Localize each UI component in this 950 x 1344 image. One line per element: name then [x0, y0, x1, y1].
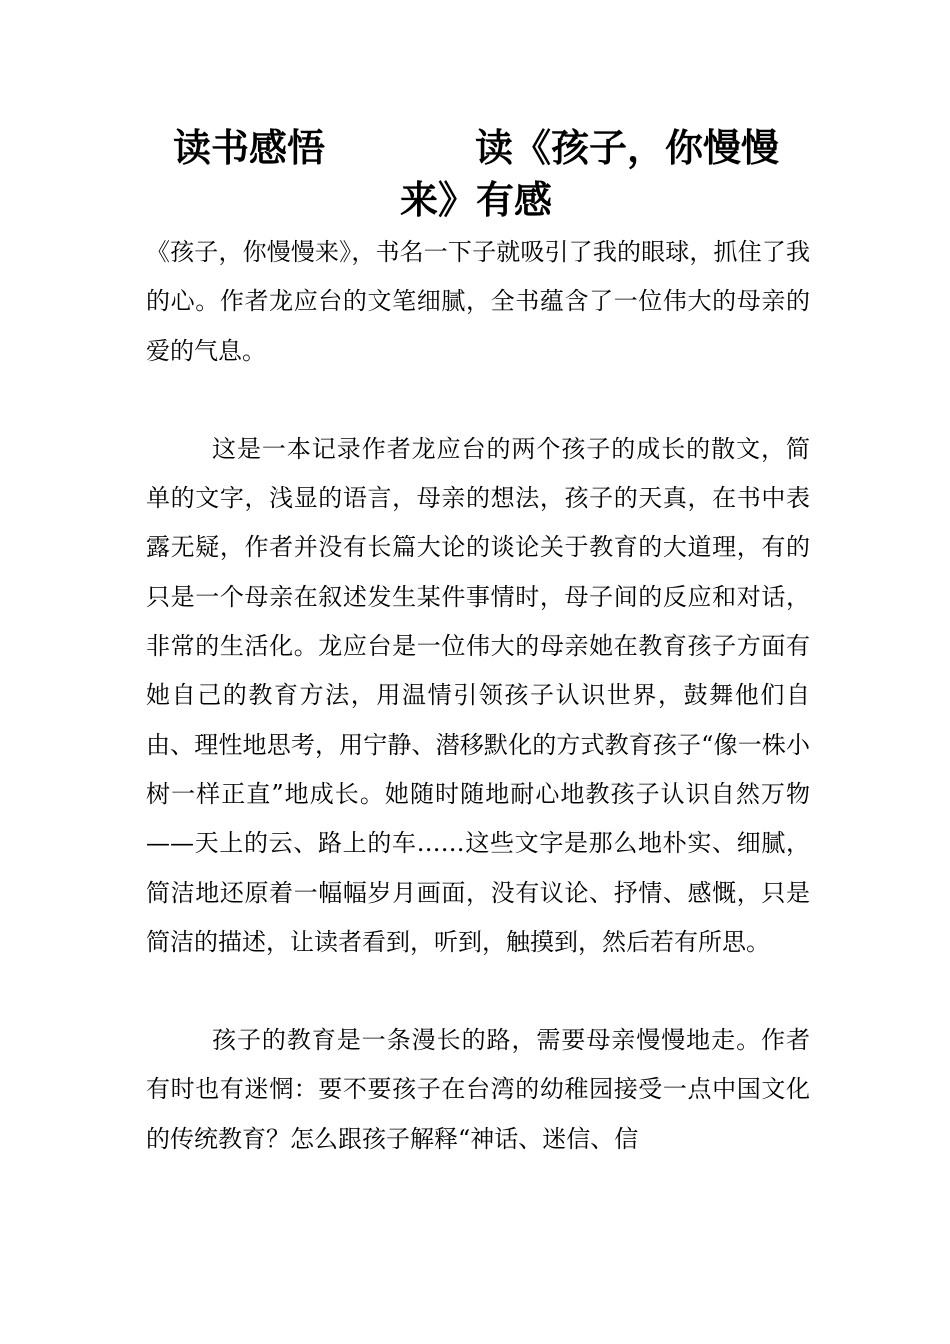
title-prefix: 读书感悟	[172, 126, 325, 170]
paragraph-book-description: 这是一本记录作者龙应台的两个孩子的成长的散文，简单的文字，浅显的语言，母亲的想法，孩子的天真，在书中表露无疑，作者并没有长篇大论的谈论关于教育的大道理，有的只是一个母亲在叙述发生某件事情时，母子间的反应和对话，非常的生活化。龙应台是一位伟大的母亲她在教育孩子方面有她自己的教育方法，用温情引领孩子认识世界，鼓舞他们自由、理性地思考，用宁静、潜移默化的方式教育孩子“像一株小树一样正直”地成长。她随时随地耐心地教孩子认识自然万物——天上的云、路上的车……这些文字是那么地朴实、细腻，简洁地还原着一幅幅岁月画面，没有议论、抒情、感慨，只是简洁的描述，让读者看到，听到，触摸到，然后若有所思。	[146, 434, 810, 956]
paragraph-education-path: 孩子的教育是一条漫长的路，需要母亲慢慢地走。作者有时也有迷惘：要不要孩子在台湾的幼稚园接受一点中国文化的传统教育？怎么跟孩子解释“神话、迷信、信	[146, 1026, 810, 1153]
paragraph-intro: 《孩子，你慢慢来》，书名一下子就吸引了我的眼球，抓住了我的心。作者龙应台的文笔细腻，全书蕴含了一位伟大的母亲的爱的气息。	[146, 238, 810, 365]
document-body	[146, 228, 810, 1164]
title-main: 读《孩子，你慢慢来》有感	[399, 126, 780, 222]
paragraph-gap	[146, 376, 810, 425]
document-title	[146, 122, 806, 226]
paragraph-gap	[146, 967, 810, 1016]
